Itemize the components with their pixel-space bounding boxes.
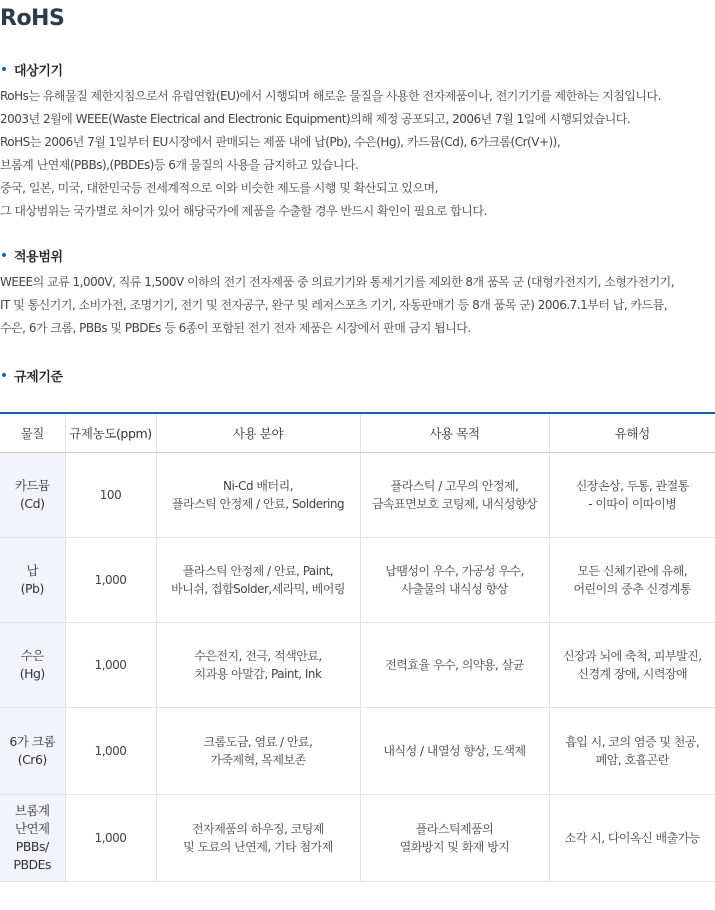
section-title: 규제기준 (14, 369, 63, 385)
cell-line: 수은전지, 전극, 적색안료, (194, 649, 322, 663)
section-title: 적용범위 (14, 249, 63, 265)
cell-line: Ni-Cd 배터리, (222, 479, 294, 493)
section-paragraph (0, 85, 715, 223)
material-cell (0, 795, 65, 882)
column-header-purpose: 사용 목적 (360, 413, 549, 453)
cell-line: (Cr6) (17, 752, 47, 767)
cell-line: 수은 (20, 648, 44, 663)
cell-line: 열화방지 및 화재 방지 (399, 840, 510, 854)
cell-line: 치과용 아말감, Paint, Ink (194, 667, 322, 681)
ppm-cell: 1,000 (65, 708, 156, 795)
bullet-icon (2, 253, 6, 257)
paragraph-line: 브롬계 난연제(PBBs),(PBDEs)등 6개 물질의 사용을 금지하고 있습니다. (0, 158, 359, 172)
cell-line: 가죽제혁, 목제보존 (210, 753, 306, 767)
cell-line: (Hg) (19, 666, 45, 681)
cell-line: 바니쉬, 접합Solder,세라믹, 베어링 (171, 582, 345, 596)
cell-line: 신장과 뇌에 축척, 피부발진, (562, 649, 702, 663)
harm-cell (549, 453, 715, 538)
table-row (0, 795, 715, 882)
cell-line: 신장손상, 두통, 관절통 (575, 479, 689, 493)
column-header-field: 사용 분야 (156, 413, 360, 453)
column-header-ppm: 규제농도(ppm) (65, 413, 156, 453)
cell-line: 플라스틱 안정제 / 안료, Paint, (182, 564, 334, 578)
cell-line: (Cd) (20, 496, 45, 511)
harm-cell (549, 795, 715, 882)
harm-cell (549, 623, 715, 708)
paragraph-line: WEEE의 교류 1,000V, 직류 1,500V 이하의 전기 전자제품 중 의료기기와 통제기기를 제외한 8개 품목 군 (대형가전지기, 소형가전기기, (0, 275, 675, 289)
paragraph-line: IT 및 통신기기, 소비가전, 조명기기, 전기 및 전자공구, 완구 및 레저스포츠 기기, 자동판매기 등 8개 품목 군) 2006.7.1부터 납, 카드뮴, (0, 298, 668, 312)
table-header-row (0, 413, 715, 453)
harm-cell (549, 538, 715, 623)
section-regulation (0, 365, 715, 385)
table-row (0, 708, 715, 795)
section-header (0, 59, 715, 79)
cell-line: 6가 크롬 (9, 734, 56, 749)
cell-line: 브롬계 (14, 803, 50, 818)
ppm-cell: 1,000 (65, 795, 156, 882)
cell-line: (Pb) (20, 581, 44, 596)
material-cell (0, 538, 65, 623)
section-paragraph (0, 271, 715, 340)
field-cell (156, 708, 360, 795)
page-title: RoHS (0, 6, 65, 31)
cell-line: 플라스틱 안정제 / 안료, Soldering (171, 497, 345, 511)
section-target-devices (0, 59, 715, 223)
cell-line: 신경계 장애, 시력장애 (577, 667, 688, 681)
material-cell (0, 453, 65, 538)
column-header-material: 물질 (0, 413, 65, 453)
cell-line: 전력효율 우수, 의약용, 살균 (385, 658, 524, 672)
cell-line: 폐암, 호흡곤란 (595, 753, 669, 767)
cell-line: 납땜성이 우수, 가공성 우수, (385, 564, 524, 578)
cell-line: - 이따이 이따이병 (588, 497, 677, 511)
purpose-cell (360, 623, 549, 708)
ppm-cell: 1,000 (65, 623, 156, 708)
purpose-cell (360, 708, 549, 795)
paragraph-line: 중국, 일본, 미국, 대한민국등 전세계적으로 이와 비슷한 제도를 시행 및 확산되고 있으며, (0, 181, 438, 195)
cell-line: 금속표면보호 코팅제, 내식성향상 (371, 497, 538, 511)
ppm-cell: 100 (65, 453, 156, 538)
cell-line: 사출물의 내식성 향상 (401, 582, 508, 596)
cell-line: 모든 신체기관에 유해, (577, 564, 688, 578)
section-header (0, 245, 715, 265)
bullet-icon (2, 67, 6, 71)
column-header-harm: 유해성 (549, 413, 715, 453)
bullet-icon (2, 373, 6, 377)
cell-line: 소각 시, 다이옥신 배출가능 (564, 831, 700, 845)
cell-line: 난연제 (14, 821, 50, 836)
paragraph-line: 2003년 2월에 WEEE(Waste Electrical and Electronic Equipment)의해 제정 공포되고, 2006년 7월 1일에 시행되었습니다. (0, 112, 631, 126)
regulation-table (0, 412, 715, 882)
cell-line: 및 도료의 난연제, 기타 첨가제 (183, 840, 333, 854)
paragraph-line: 그 대상범위는 국가별로 차이가 있어 해당국가에 제품을 수출할 경우 반드시 확인이 필요로 합니다. (0, 204, 487, 218)
table-row (0, 623, 715, 708)
harm-cell (549, 708, 715, 795)
cell-line: 플라스틱제품의 (415, 822, 494, 836)
cell-line: PBDEs (13, 857, 52, 872)
field-cell (156, 538, 360, 623)
purpose-cell (360, 538, 549, 623)
field-cell (156, 453, 360, 538)
cell-line: 어린이의 중추 신경계통 (573, 582, 692, 596)
cell-line: 전자제품의 하우징, 코팅제 (192, 822, 324, 836)
section-scope (0, 245, 715, 340)
ppm-cell: 1,000 (65, 538, 156, 623)
material-cell (0, 623, 65, 708)
paragraph-line: RoHs는 유해물질 제한지침으로서 유럽연합(EU)에서 시행되며 해로운 물질을 사용한 전자제품이나, 전기기기를 제한하는 지침입니다. (0, 89, 661, 103)
cell-line: 흡입 시, 코의 염증 및 천공, (565, 735, 700, 749)
cell-line: 카드뮴 (14, 478, 50, 493)
section-title: 대상기기 (14, 63, 63, 79)
purpose-cell (360, 453, 549, 538)
cell-line: 플라스틱 / 고무의 안정제, (390, 479, 519, 493)
cell-line: PBBs/ (15, 839, 49, 854)
paragraph-line: RoHS는 2006년 7월 1일부터 EU시장에서 판매되는 제품 내에 납(Pb), 수은(Hg), 카드뮴(Cd), 6가크롬(Cr(V+)), (0, 135, 561, 149)
cell-line: 크롬도금, 염료 / 안료, (203, 735, 313, 749)
field-cell (156, 795, 360, 882)
cell-line: 내식성 / 내열성 향상, 도색제 (383, 744, 526, 758)
field-cell (156, 623, 360, 708)
purpose-cell (360, 795, 549, 882)
cell-line: 납 (26, 563, 39, 578)
paragraph-line: 수은, 6가 크롬, PBBs 및 PBDEs 등 6종이 포함된 전기 전자 제품은 시장에서 판매 금지 됩니다. (0, 321, 471, 335)
table-row (0, 453, 715, 538)
section-header (0, 365, 715, 385)
material-cell (0, 708, 65, 795)
table-row (0, 538, 715, 623)
